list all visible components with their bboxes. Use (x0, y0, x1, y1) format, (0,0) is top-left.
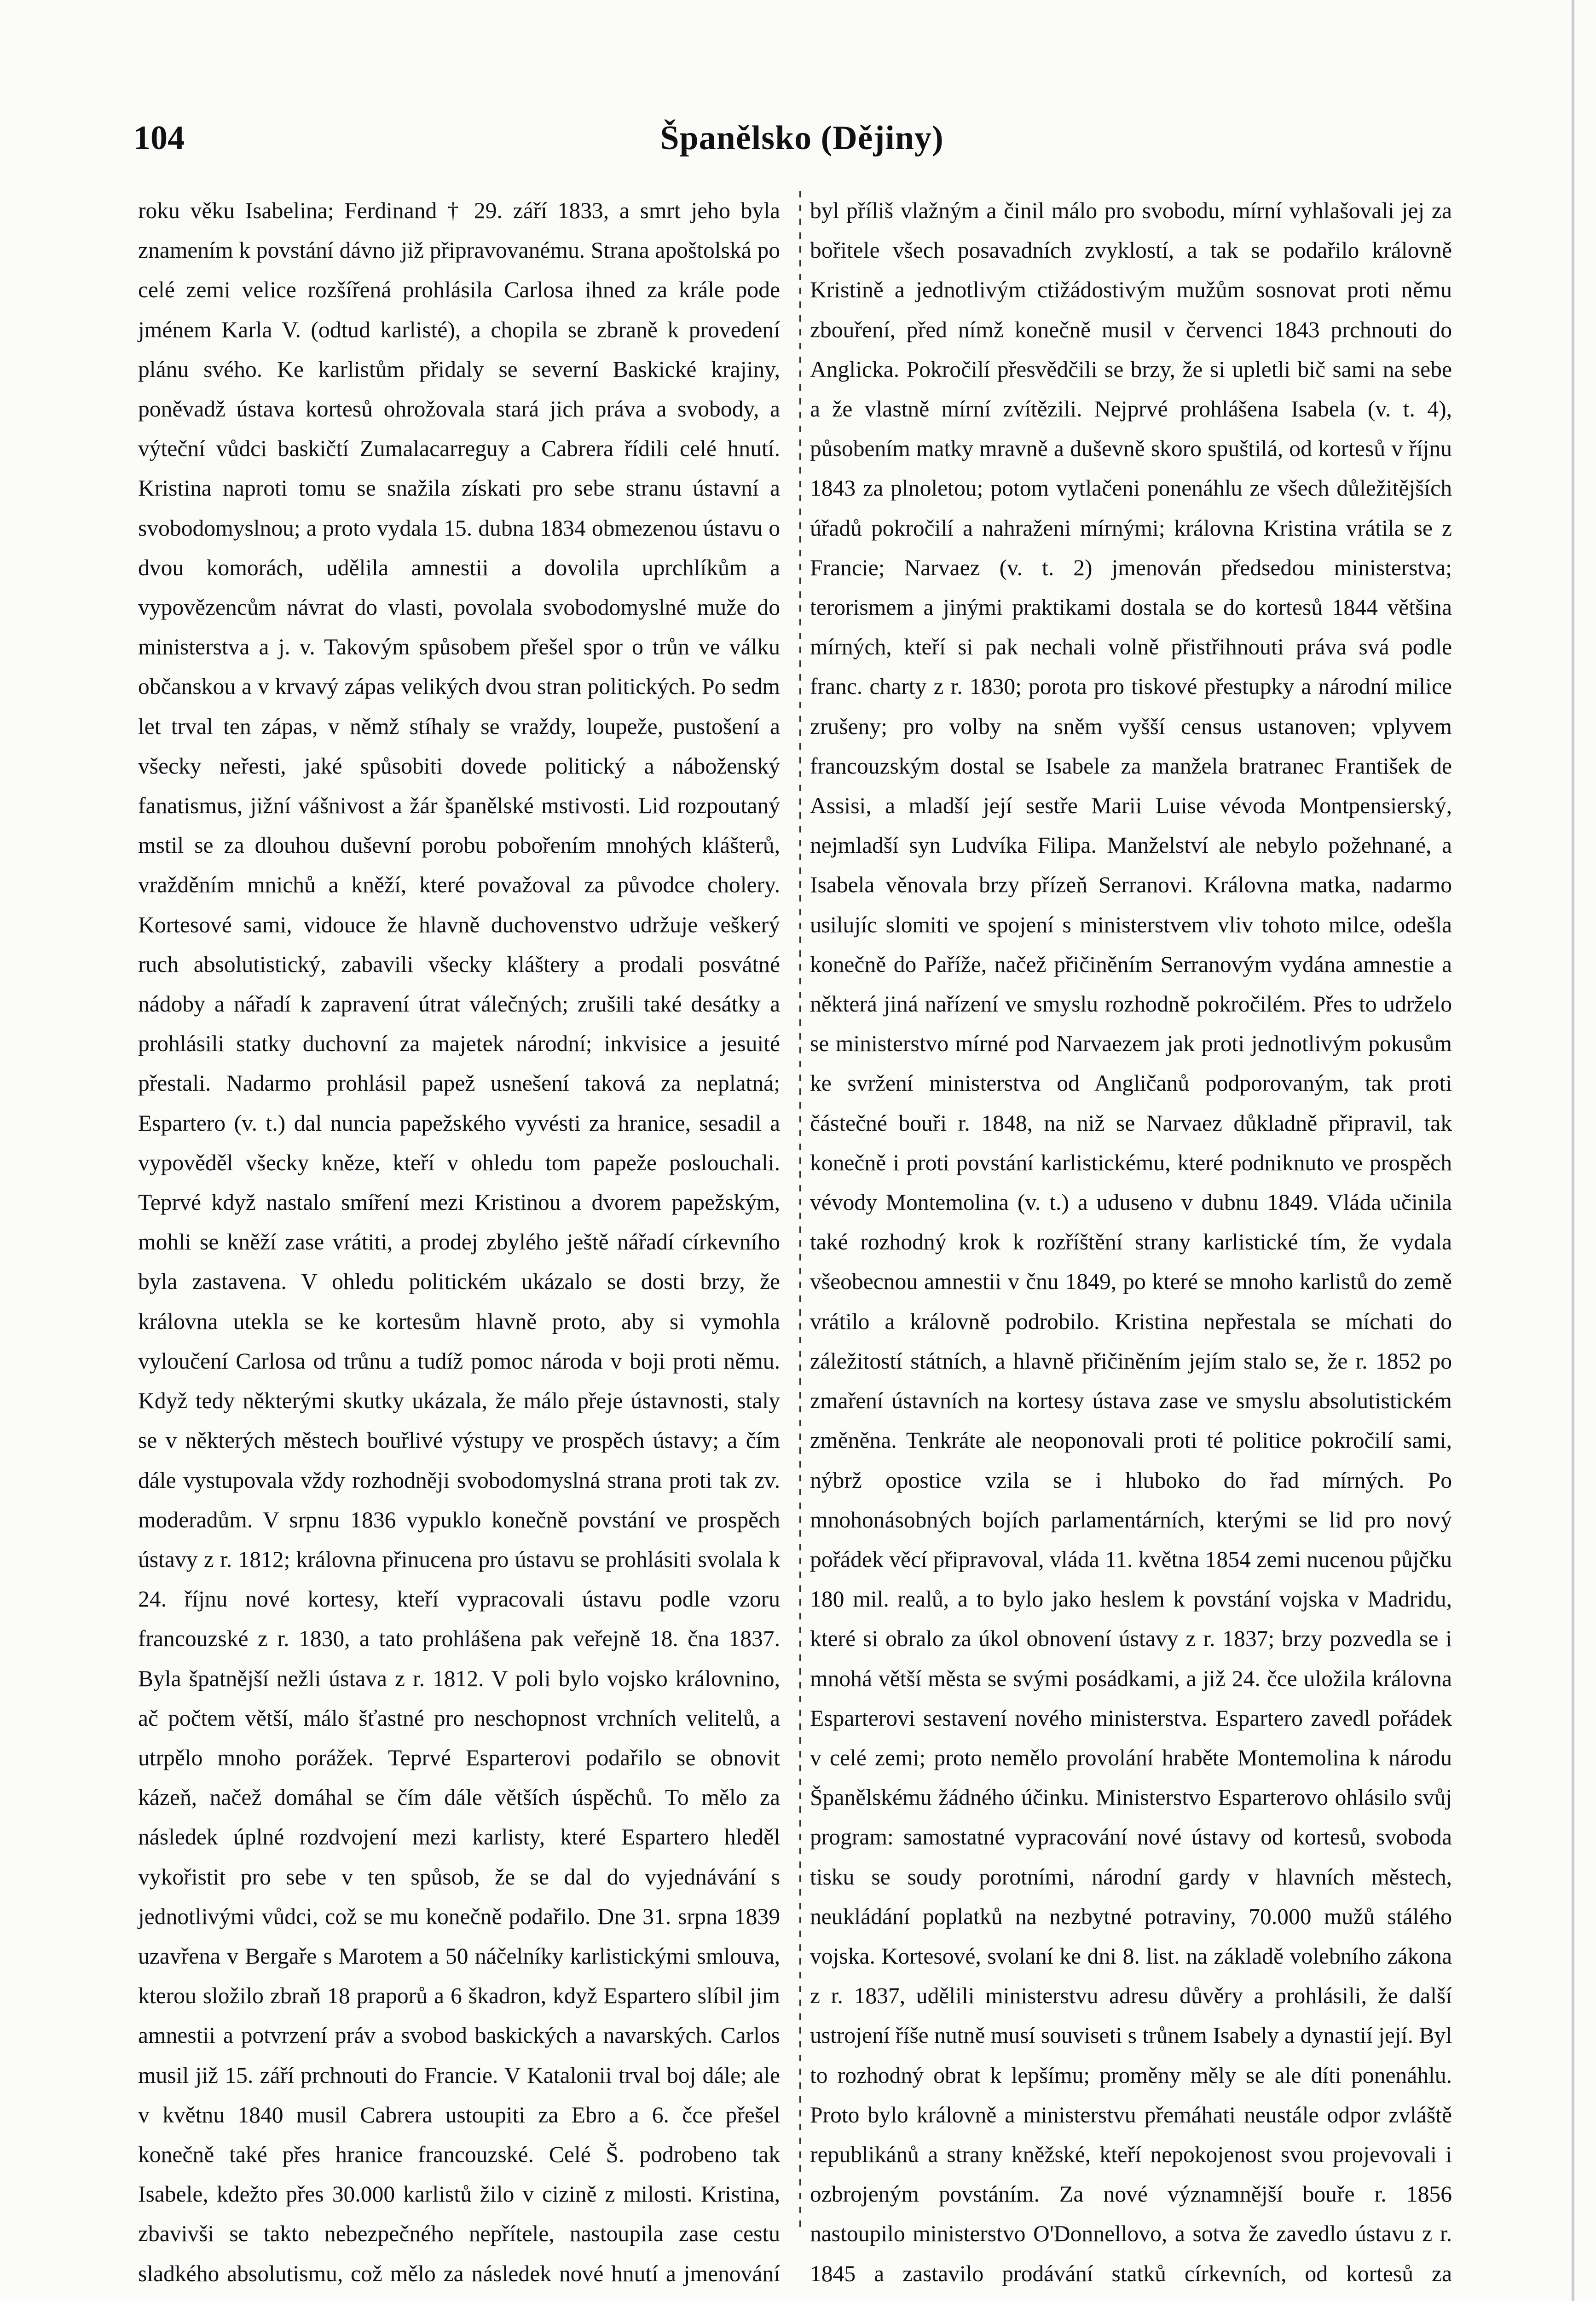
left-column (138, 191, 780, 2286)
right-column-text: byl příliš vlažným a činil málo pro svobodu, mírní vyhlašovali jej za bořitele všech posavadních zvyklostí, a tak se podařilo královně Kristině a jednotlivým ctižádostivým mužům sosnovat proti němu zbouření, před nímž konečně musil v červenci 1843 prchnouti do Anglicka. Pokročilí přesvědčili se brzy, že si upletli bič sami na sebe a že vlastně mírní zvítězili. Nejprvé prohlášena Isabela (v. t. 4), působením matky mravně a duševně skoro spuštilá, od kortesů v říjnu 1843 za plnoletou; potom vytlačeni ponenáhlu ze všech důležitějších úřadů pokročilí a nahraženi mírnými; královna Kristina vrátila se z Francie; Narvaez (v. t. 2) jmenován předsedou ministerstva; terorismem a jinými praktikami dostala se do kortesů 1844 většina mírných, kteří si pak nechali volně přistřihnouti práva svá podle franc. charty z r. 1830; porota pro tiskové přestupky a národní milice zrušeny; pro volby na sněm vyšší census ustanoven; vplyvem francouzským dostal se Isabele za manžela bratranec František de Assisi, a mladší její sestře Marii Luise vévoda Montpensierský, nejmladší syn Ludvíka Filipa. Manželství ale nebylo požehnané, a Isabela věnovala brzy přízeň Serranovi. Královna matka, nadarmo usilujíc slomiti ve spojení s ministerstvem vliv tohoto milce, odešla konečně do Paříže, načež přičiněním Serranovým vydána amnestie a některá jiná nařízení ve smyslu rozhodně pokročilém. Přes to udrželo se ministerstvo mírné pod Narvaezem jak proti jednotlivým pokusům ke svržení ministerstva od Angličanů podporovaným, tak proti částečné bouři r. 1848, na niž se Narvaez důkladně připravil, tak konečně i proti povstání karlistickému, které podniknuto ve prospěch vévody Montemolina (v. t.) a uduseno v dubnu 1849. Vláda učinila také rozhodný krok k rozříštění strany karlistické tím, že vydala všeobecnou amnestii v čnu 1849, po které se mnoho karlistů do země vrátilo a královně podrobilo. Kristina nepřestala se míchati do záležitostí státních, a hlavně přičiněním jejím stalo se, že r. 1852 po zmaření ústavních na kortesy ústava zase ve smyslu absolutistickém změněna. Tenkráte ale neoponovali proti té politice pokročilí sami, nýbrž opostice vzila se i hluboko do řad mírných. Po mnohonásobných bojích parlamentárních, kterými se lid pro nový pořádek věcí připravoval, vláda 11. května 1854 zemi nucenou půjčku 180 mil. realů, a to bylo jako heslem k povstání vojska v Madridu, které si obralo za úkol obnovení ústavy z r. 1837; brzy pozvedla se i mnohá větší města se svými posádkami, a již 24. čce uložila královna Esparterovi sestavení nového ministerstva. Espartero zavedl pořádek v celé zemi; proto nemělo provolání hraběte Montemolina k národu Španělskému žádného účinku. Ministerstvo Esparterovo ohlásilo svůj program: samostatné vypracování nové ústavy od kortesů, svoboda tisku se soudy porotními, národní gardy v hlavních městech, neukládání poplatků na nezbytné potraviny, 70.000 mužů stálého vojska. Kortesové, svolaní ke dni 8. list. na základě volebního zákona z r. 1837, udělili ministerstvu adresu důvěry a prohlásili, že další ustrojení říše nutně musí souviseti s trůnem Isabely a dynastií její. Byl to rozhodný obrat k lepšímu; proměny měly se ale díti ponenáhlu. Proto bylo královně a ministerstvu přemáhati neustále odpor zvláště republikánů a strany kněžské, kteří nepokojenost svou projevovali i ozbrojeným povstáním. Za nové významnější bouře r. 1856 nastoupilo ministerstvo O'Donnellovo, a sotva že zavedlo ústavu z r. 1845 a zastavilo prodávání statků církevních, od kortesů za (810, 198, 1452, 2286)
column-divider (799, 191, 801, 2227)
page-number: 104 (133, 119, 185, 157)
left-column-text: roku věku Isabelina; Ferdinand † 29. září 1833, a smrt jeho byla znamením k povstání dávno již připravovanému. Strana apoštolská po celé zemi velice rozšířená prohlásila Carlosa ihned za krále pode jménem Karla V. (odtud karlisté), a chopila se zbraně k provedení plánu svého. Ke karlistům přidaly se severní Baskické krajiny, poněvadž ústava kortesů ohrožovala stará jich práva a svobody, a výteční vůdci baskičtí Zumalacarreguy a Cabrera řídili celé hnutí. Kristina naproti tomu se snažila získati pro sebe stranu ústavní a svobodomyslnou; a proto vydala 15. dubna 1834 obmezenou ústavu o dvou komorách, udělila amnestii a dovolila uprchlíkům a vypovězencům návrat do vlasti, povolala svobodomyslné muže do ministerstva a j. v. Takovým spůsobem přešel spor o trůn ve válku občanskou a v krvavý zápas velikých dvou stran politických. Po sedm let trval ten zápas, v němž stíhaly se vraždy, loupeže, pustošení a všecky neřesti, jaké spůsobiti dovede politický a náboženský fanatismus, jižní vášnivost a žár španělské mstivosti. Lid rozpoutaný mstil se za dlouhou duševní porobu pobořením mnohých klášterů, vražděním mnichů a kněží, které považoval za původce cholery. Kortesové sami, vidouce že hlavně duchovenstvo udržuje veškerý ruch absolutistický, zabavili všecky kláštery a prodali posvátné nádoby a nářadí k zapravení útrat válečných; zrušili také desátky a prohlásili statky duchovní za majetek národní; inkvisice a jesuité přestali. Nadarmo prohlásil papež usnešení taková za neplatná; Espartero (v. t.) dal nuncia papežského vyvésti za hranice, sesadil a vypověděl všecky kněze, kteří v ohledu tom papeže poslouchali. Teprvé když nastalo smíření mezi Kristinou a dvorem papežským, mohli se kněží zase vrátiti, a prodej zbylého ještě nářadí církevního byla zastavena. V ohledu politickém ukázalo se dosti brzy, že královna utekla se ke kortesům hlavně proto, aby si vymohla vyloučení Carlosa od trůnu a tudíž pomoc národa v boji proti němu. Když tedy některými skutky ukázala, že málo přeje ústavnosti, staly se v některých městech bouřlivé výstupy ve prospěch ústavy; a čím dále vystupovala vždy rozhodněji svobodomyslná strana proti tak zv. moderadům. V srpnu 1836 vypuklo konečně povstání ve prospěch ústavy z r. 1812; královna přinucena pro ústavu se prohlásiti svolala k 24. říjnu nové kortesy, kteří vypracovali ústavu podle vzoru francouzské z r. 1830, a tato prohlášena pak veřejně 18. čna 1837. Byla špatnější nežli ústava z r. 1812. V poli bylo vojsko královnino, ač počtem větší, málo šťastné pro neschopnost vrchních velitelů, a utrpělo mnoho porážek. Teprvé Esparterovi podařilo se obnovit kázeň, načež domáhal se čím dále větších úspěchů. To mělo za následek úplné rozdvojení mezi karlisty, které Espartero hleděl vykořistit pro sebe v ten spůsob, že se dal do vyjednávání s jednotlivými vůdci, což se mu konečně podařilo. Dne 31. srpna 1839 uzavřena v Bergaře s Marotem a 50 náčelníky karlistickými smlouva, kterou složilo zbraň 18 praporů a 6 škadron, když Espartero slíbil jim amnestii a potvrzení práv a svobod baskických a navarských. Carlos musil již 15. září prchnouti do Francie. V Katalonii trval boj dále; ale v květnu 1840 musil Cabrera ustoupiti za Ebro a 6. čce přešel konečně také přes hranice francouzské. Celé Š. podrobeno tak Isabele, kdežto přes 30.000 karlistů žilo v cizině z milosti. Kristina, zbavivši se takto nebezpečného nepřítele, nastoupila zase cestu sladkého absolutismu, což mělo za následek nové hnutí a jmenování (138, 198, 780, 2286)
page-edge (1572, 0, 1574, 2301)
right-column (810, 191, 1452, 2286)
page-header (133, 104, 1470, 173)
running-title: Španělsko (Dějiny) (660, 119, 944, 157)
